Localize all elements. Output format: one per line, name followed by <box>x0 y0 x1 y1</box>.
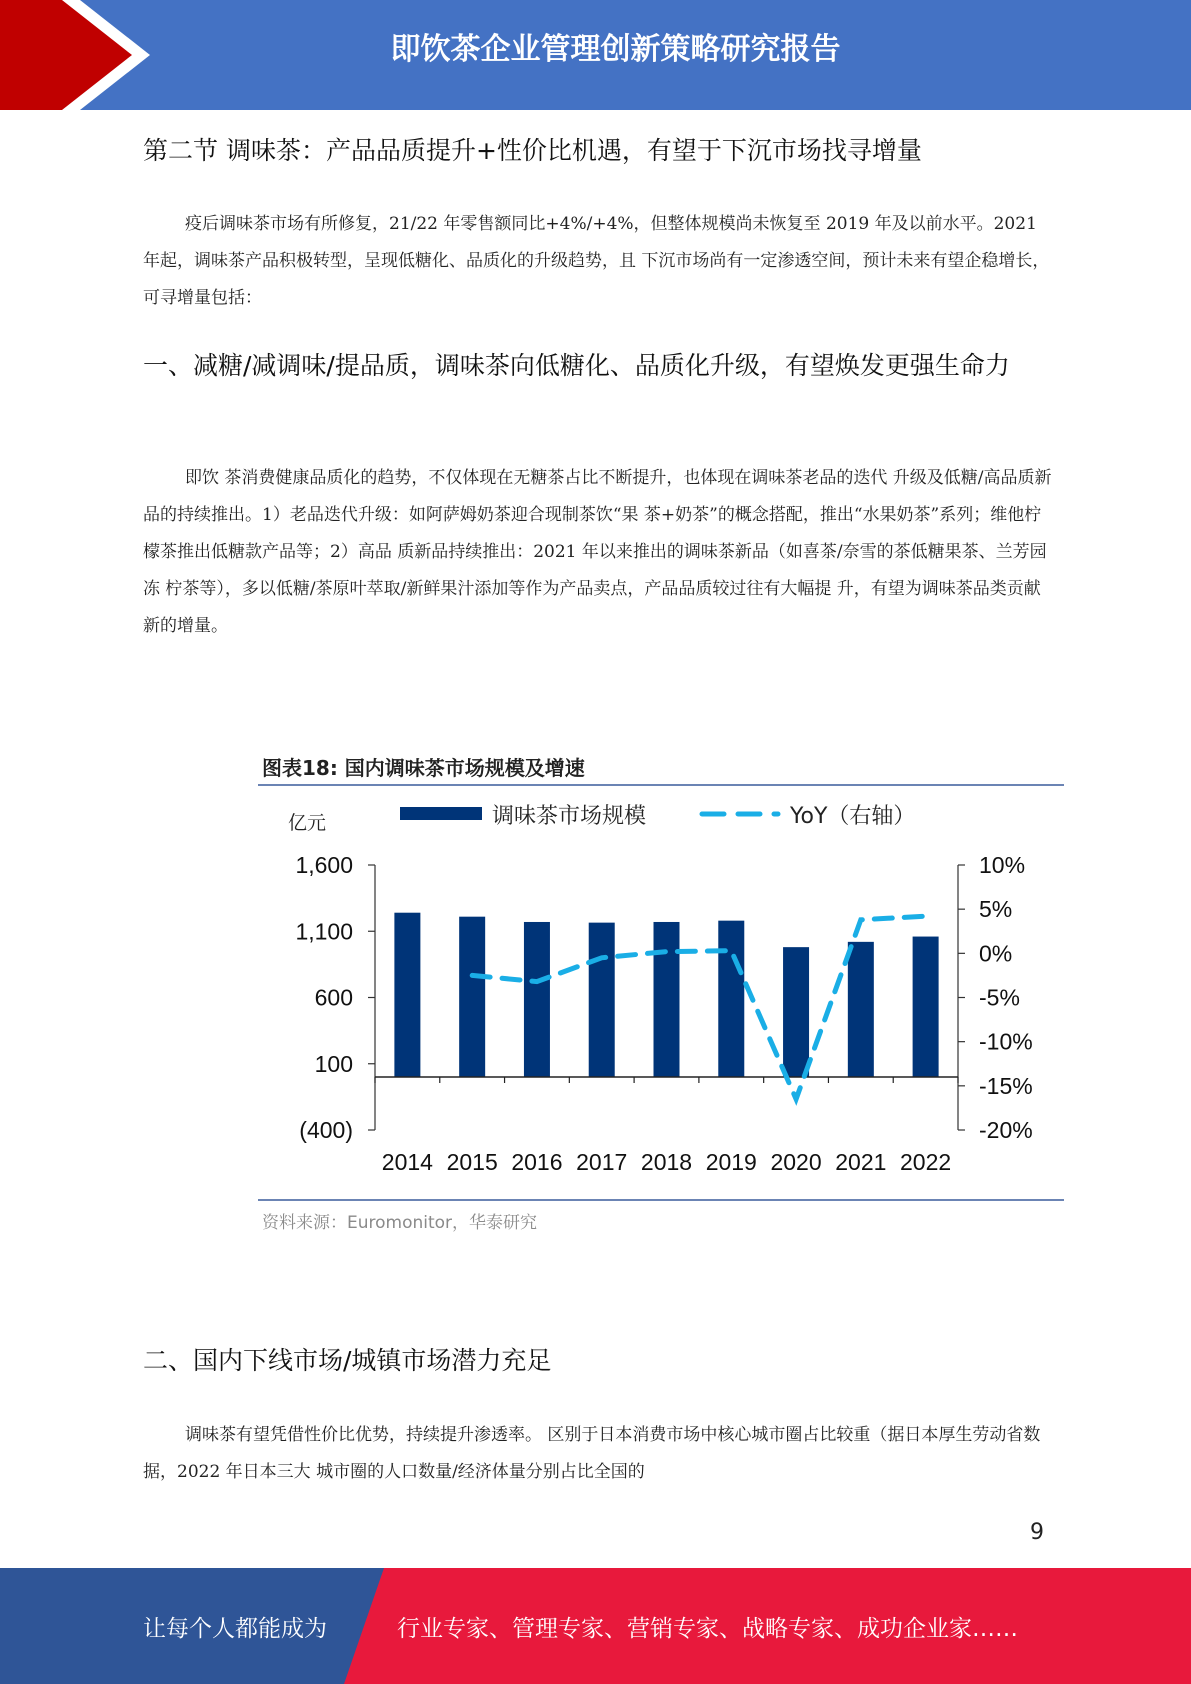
right-axis-tick-label: -15% <box>979 1072 1033 1099</box>
left-axis-tick-label: 1,100 <box>295 918 353 945</box>
left-axis-tick-label: 600 <box>314 984 353 1011</box>
bar-2021 <box>848 942 874 1077</box>
figure-bottom-rule <box>258 1199 1064 1201</box>
paragraph-1: 疫后调味茶市场有所修复，21/22 年零售额同比+4%/+4%，但整体规模尚未恢复至 2019 年及以前水平。2021 年起，调味茶产品积极转型，呈现低糖化、品质化的升级趋势，且 下沉市场尚有一定渗透空间，预计未来有望企稳增长，可寻增量包括： <box>143 214 1050 308</box>
right-axis-tick-label: -10% <box>979 1028 1033 1055</box>
x-axis-label: 2019 <box>705 1149 757 1175</box>
left-axis-unit-label: 亿元 <box>288 812 327 834</box>
right-axis-tick-label: 5% <box>979 896 1013 923</box>
bar-2019 <box>718 921 744 1077</box>
right-axis-tick-label: 10% <box>979 852 1026 878</box>
left-axis-tick-label: (400) <box>299 1117 353 1143</box>
heading-2: 二、国内下线市场/城镇市场潜力充足 <box>143 1346 552 1375</box>
footer-slogan-right: 行业专家、管理专家、营销专家、战略专家、成功企业家…… <box>397 1616 1018 1642</box>
header-band <box>0 0 1191 110</box>
left-axis-tick-label: 1,600 <box>295 852 353 878</box>
figure-source: 资料来源：Euromonitor，华泰研究 <box>262 1213 538 1233</box>
footer-slogan-left: 让每个人都能成为 <box>143 1616 327 1642</box>
bar-2016 <box>524 922 550 1077</box>
x-axis-label: 2016 <box>511 1149 563 1175</box>
page-number: 9 <box>1030 1520 1044 1545</box>
legend-bar-label: 调味茶市场规模 <box>492 804 647 829</box>
legend-line-label: YoY（右轴） <box>790 804 916 829</box>
x-axis-label: 2018 <box>640 1149 693 1175</box>
paragraph-3: 调味茶有望凭借性价比优势，持续提升渗透率。 区别于日本消费市场中核心城市圈占比较重（据日本厚生劳动省数据，2022 年日本三大 城市圈的人口数量/经济体量分别占比全国的 <box>143 1425 1041 1482</box>
header-title: 即饮茶企业管理创新策略研究报告 <box>390 32 841 67</box>
x-axis-label: 2017 <box>576 1149 628 1175</box>
right-axis-tick-label: -5% <box>979 984 1020 1011</box>
bar-2017 <box>589 923 615 1077</box>
section-title: 第二节 调味茶：产品品质提升+性价比机遇，有望于下沉市场找寻增量 <box>143 136 922 165</box>
x-axis-label: 2014 <box>381 1149 433 1175</box>
bar-2018 <box>654 922 680 1077</box>
heading-1: 一、减糖/减调味/提品质，调味茶向低糖化、品质化升级，有望焕发更强生命力 <box>143 351 1010 380</box>
paragraph-2: 即饮 茶消费健康品质化的趋势，不仅体现在无糖茶占比不断提升，也体现在调味茶老品的迭代 升级及低糖/高品质新品的持续推出。1）老品迭代升级：如阿萨姆奶茶迎合现制茶饮“果 茶+奶茶”的概念搭配，推出“水果奶茶”系列；维他柠檬茶推出低糖款产品等；2）高品 质新品持续推出：2021 年以来推出的调味茶新品（如喜茶/奈雪的茶低糖果茶、兰芳园冻 柠茶等），多以低糖/茶原叶萃取/新鲜果汁添加等作为产品卖点，产品品质较过往有大幅提 升，有望为调味茶品类贡献新的增量。 <box>143 468 1052 636</box>
figure-top-rule <box>258 784 1064 786</box>
bar-2014 <box>394 913 420 1077</box>
right-axis-tick-label: -20% <box>979 1117 1033 1143</box>
x-axis-label: 2020 <box>770 1149 822 1175</box>
left-axis-tick-label: 100 <box>314 1050 353 1077</box>
x-axis-label: 2021 <box>835 1149 887 1175</box>
bar-2020 <box>783 947 809 1077</box>
legend-bar-swatch <box>400 807 482 820</box>
right-axis-tick-label: 0% <box>979 940 1013 967</box>
market-size-chart <box>258 795 1064 1180</box>
x-axis-label: 2022 <box>900 1149 952 1175</box>
bar-2015 <box>459 917 485 1077</box>
figure-title: 图表18: 国内调味茶市场规模及增速 <box>262 756 585 780</box>
x-axis-label: 2015 <box>446 1149 498 1175</box>
bar-2022 <box>913 937 939 1077</box>
